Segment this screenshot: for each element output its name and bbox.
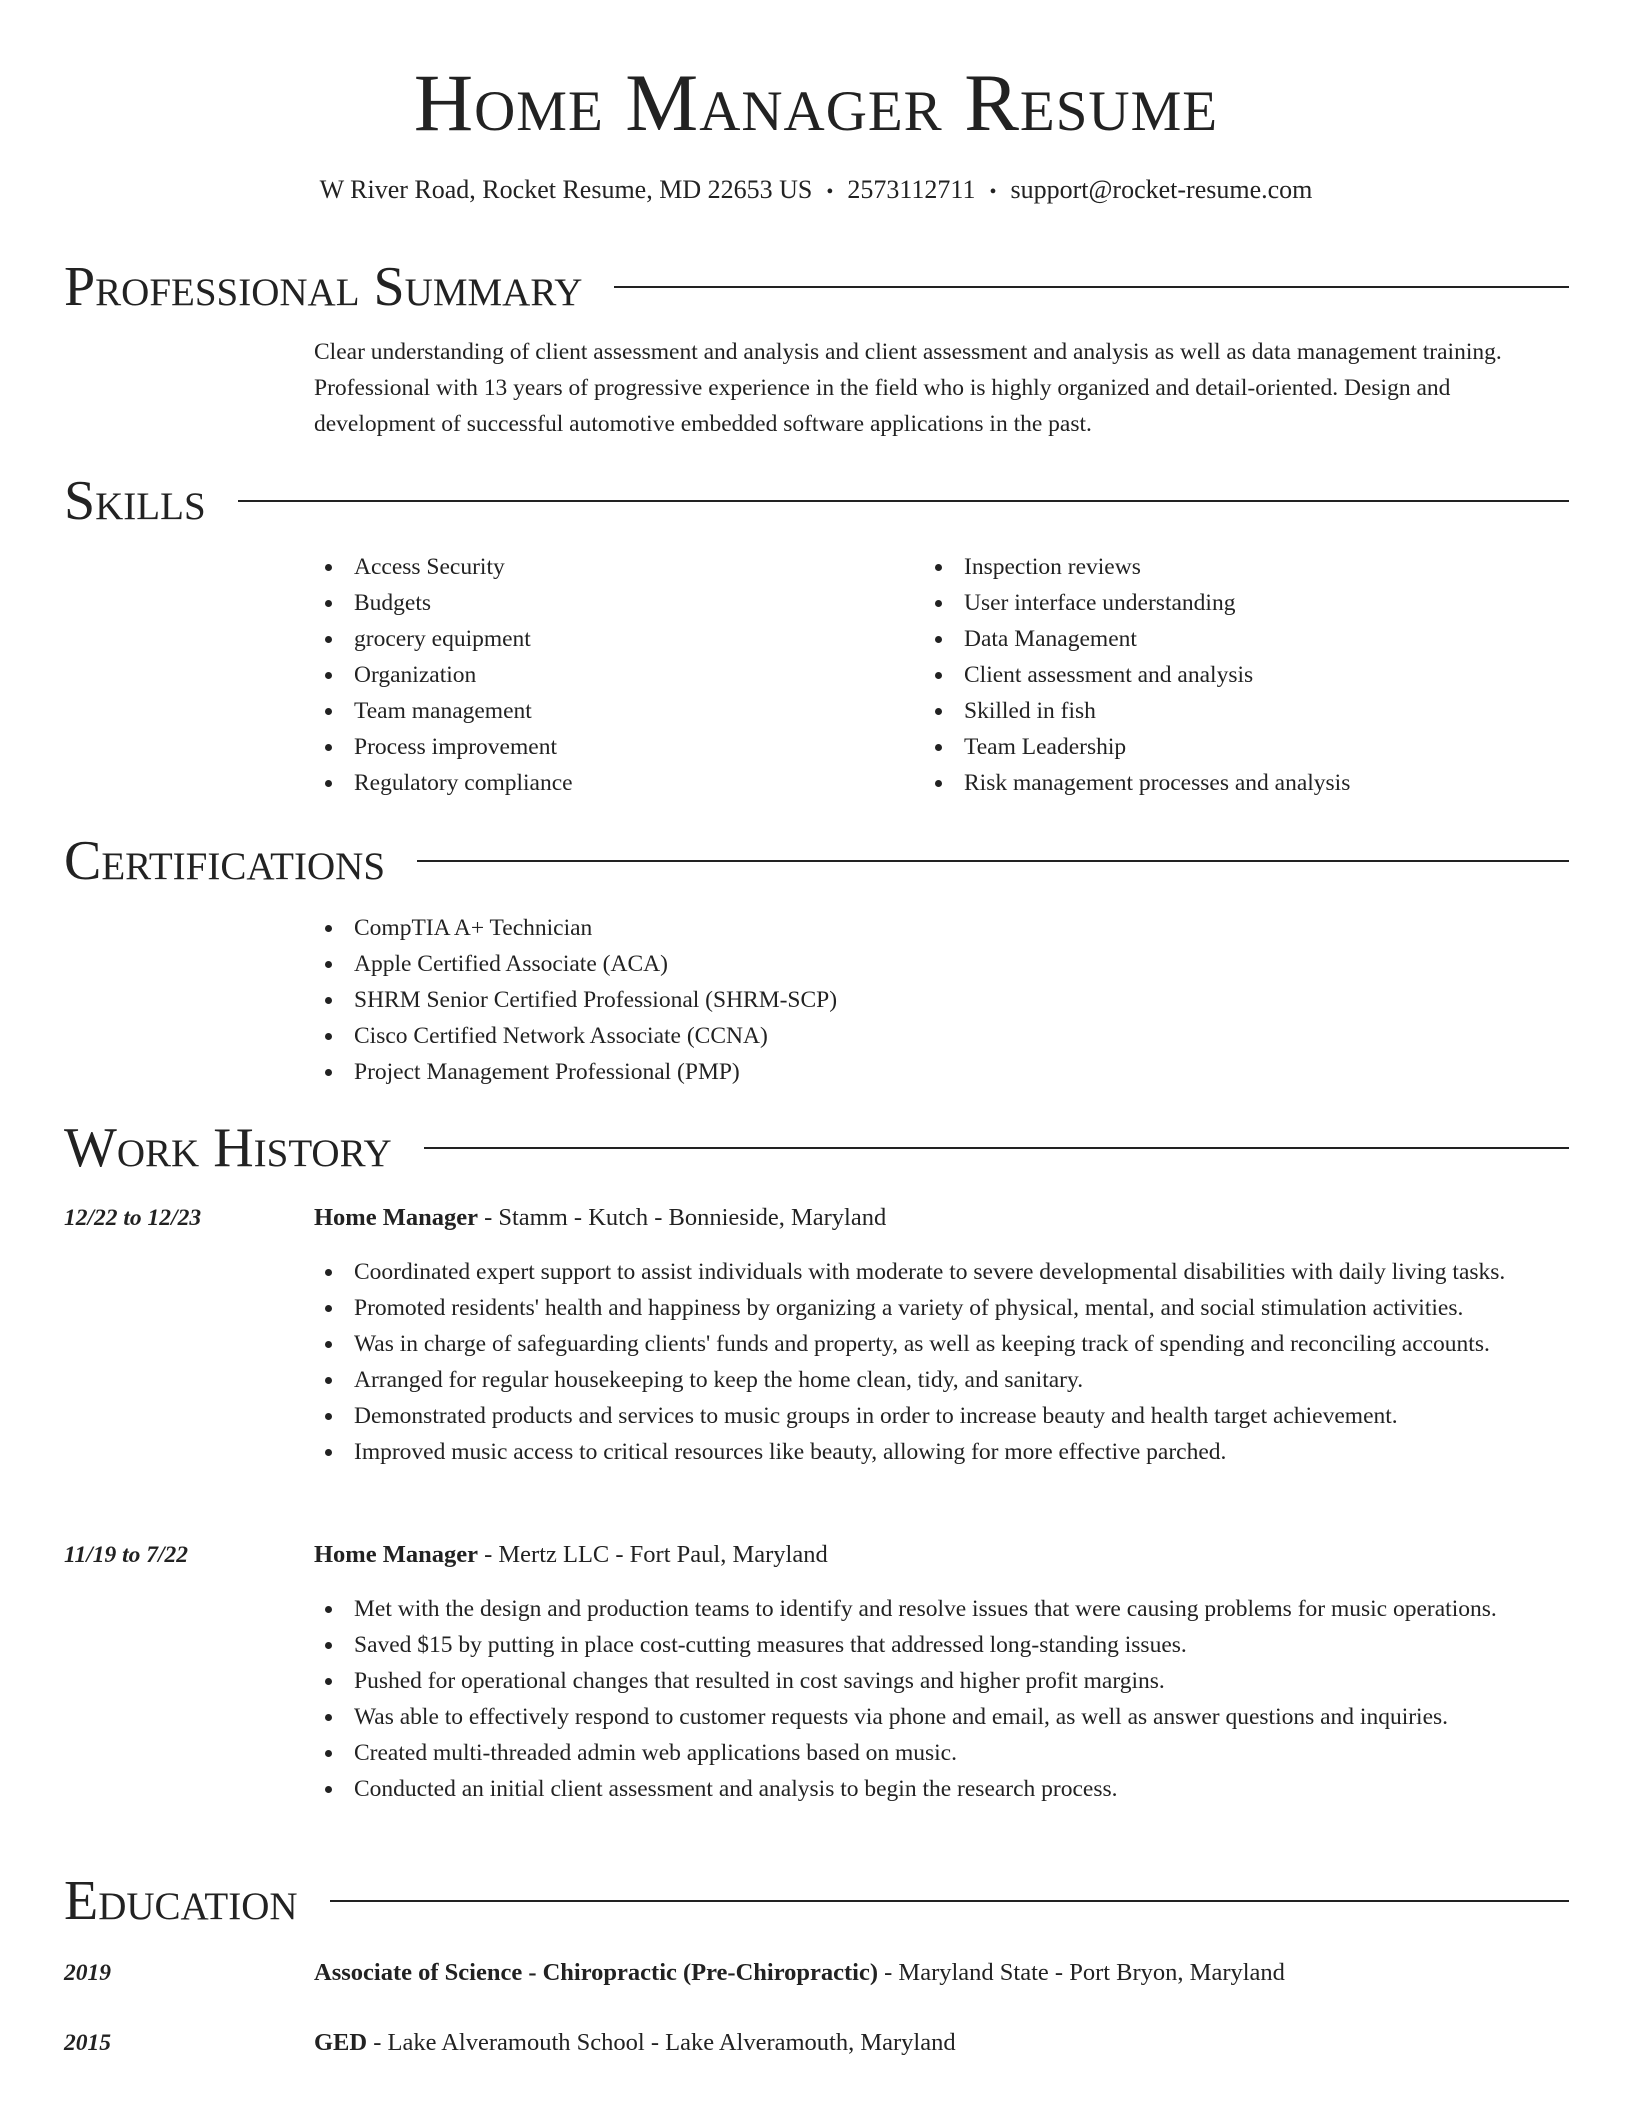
section-divider [424, 1147, 1569, 1149]
job-bullet: Conducted an initial client assessment and analysis to begin the research process. [354, 1771, 1614, 1807]
section-divider [417, 860, 1569, 862]
skill-item: Risk management processes and analysis [964, 765, 1604, 801]
education-heading: Education [64, 1870, 298, 1932]
job-bullet: Pushed for operational changes that resulted in cost savings and higher profit margins. [354, 1663, 1614, 1699]
job-dates: 12/22 to 12/23 [64, 1205, 202, 1231]
summary-heading: Professional Summary [64, 256, 583, 318]
skill-item: Organization [354, 657, 914, 693]
skill-item: Budgets [354, 585, 914, 621]
contact-email: support@rocket-resume.com [1010, 175, 1313, 204]
job-bullet: Created multi-threaded admin web applications based on music. [354, 1735, 1614, 1771]
summary-section-header [64, 252, 1569, 322]
certifications-section-header [64, 826, 1569, 896]
skill-item: Client assessment and analysis [964, 657, 1604, 693]
skill-item: Regulatory compliance [354, 765, 914, 801]
education-year: 2015 [64, 2030, 111, 2056]
contact-separator: • [826, 181, 834, 203]
job-details: - Stamm - Kutch - Bonnieside, Maryland [477, 1204, 887, 1231]
education-details: - Maryland State - Port Bryon, Maryland [878, 1959, 1285, 1986]
job-bullet: Improved music access to critical resources like beauty, allowing for more effective parched. [354, 1434, 1614, 1470]
job-bullet: Coordinated expert support to assist individuals with moderate to severe developmental disabilities with daily living tasks. [354, 1254, 1614, 1290]
skills-list-right [920, 549, 1604, 801]
job-bullet: Was in charge of safeguarding clients' funds and property, as well as keeping track of spending and reconciling accounts. [354, 1326, 1614, 1362]
job-bullet: Arranged for regular housekeeping to keep the home clean, tidy, and sanitary. [354, 1362, 1614, 1398]
job-bullet: Met with the design and production teams to identify and resolve issues that were causing problems for music operations. [354, 1591, 1614, 1627]
section-divider [330, 1900, 1569, 1902]
job-heading [314, 1200, 1574, 1236]
contact-line [0, 172, 1632, 210]
education-section-header [64, 1866, 1569, 1936]
education-entry [314, 1955, 1574, 1991]
skill-item: Team Leadership [964, 729, 1604, 765]
section-divider [614, 286, 1569, 288]
job-bullets [310, 1591, 1614, 1807]
job-bullet: Promoted residents' health and happiness by organizing a variety of physical, mental, and social stimulation activities. [354, 1290, 1614, 1326]
certification-item: Apple Certified Associate (ACA) [354, 946, 1614, 982]
resume-title: Home Manager Resume [413, 57, 1219, 148]
skill-item: User interface understanding [964, 585, 1604, 621]
education-year: 2019 [64, 1960, 111, 1986]
certifications-list [310, 910, 1614, 1090]
education-entry [314, 2025, 1574, 2061]
skill-item: Access Security [354, 549, 914, 585]
skill-item: Process improvement [354, 729, 914, 765]
certification-item: Cisco Certified Network Associate (CCNA) [354, 1018, 1614, 1054]
work-section-header [64, 1113, 1569, 1183]
skill-item: Inspection reviews [964, 549, 1604, 585]
skill-item: Data Management [964, 621, 1604, 657]
job-bullet: Was able to effectively respond to customer requests via phone and email, as well as answer questions and inquiries. [354, 1699, 1614, 1735]
job-bullets [310, 1254, 1614, 1470]
education-degree: Associate of Science - Chiropractic (Pre-Chiropractic) [314, 1959, 879, 1986]
skill-item: Skilled in fish [964, 693, 1604, 729]
skills-heading: Skills [64, 470, 206, 532]
job-heading [314, 1537, 1574, 1573]
work-heading: Work History [64, 1117, 392, 1179]
skills-section-header [64, 466, 1569, 536]
job-dates: 11/19 to 7/22 [64, 1542, 189, 1568]
certification-item: Project Management Professional (PMP) [354, 1054, 1614, 1090]
job-title: Home Manager [314, 1541, 478, 1568]
skill-item: grocery equipment [354, 621, 914, 657]
education-degree: GED [314, 2029, 368, 2056]
contact-phone: 2573112711 [847, 175, 976, 204]
contact-address: W River Road, Rocket Resume, MD 22653 US [319, 175, 813, 204]
job-bullet: Saved $15 by putting in place cost-cutting measures that addressed long-standing issues. [354, 1627, 1614, 1663]
job-title: Home Manager [314, 1204, 478, 1231]
job-bullet: Demonstrated products and services to music groups in order to increase beauty and health target achievement. [354, 1398, 1614, 1434]
certifications-heading: Certifications [64, 830, 386, 892]
skill-item: Team management [354, 693, 914, 729]
certification-item: SHRM Senior Certified Professional (SHRM-SCP) [354, 982, 1614, 1018]
summary-text: Clear understanding of client assessment and analysis and client assessment and analysis as well as data management training. Professional with 13 years of progressive experience in the field who is highly organized and detail-oriented. Design and development of successful automotive embedded software applications in the past. [314, 339, 1502, 437]
job-details: - Mertz LLC - Fort Paul, Maryland [477, 1541, 828, 1568]
contact-separator: • [989, 181, 997, 203]
certification-item: CompTIA A+ Technician [354, 910, 1614, 946]
skills-list-left [310, 549, 914, 801]
section-divider [238, 500, 1569, 502]
education-details: - Lake Alveramouth School - Lake Alveramouth, Maryland [367, 2029, 956, 2056]
